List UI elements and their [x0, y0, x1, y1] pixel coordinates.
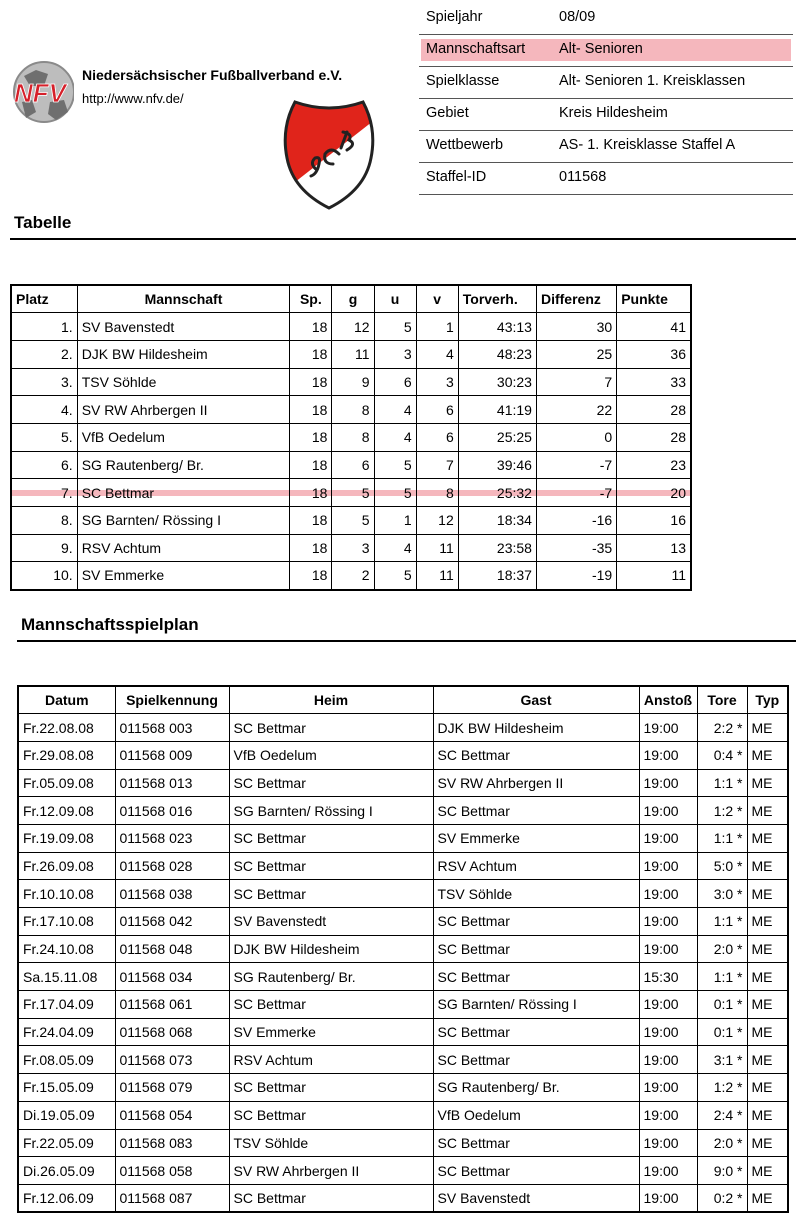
points-cell: 13	[617, 534, 691, 562]
info-value: 011568	[559, 169, 607, 185]
home-cell: SG Barnten/ Rössing I	[229, 797, 433, 825]
info-label: Wettbewerb	[426, 137, 504, 153]
home-cell: SC Bettmar	[229, 880, 433, 908]
score-cell: 3:0 *	[697, 880, 747, 908]
kickoff-cell: 19:00	[639, 880, 697, 908]
draws-cell: 4	[374, 534, 416, 562]
points-cell: 41	[617, 313, 691, 341]
goals-cell: 18:37	[458, 562, 536, 590]
score-cell: 0:4 *	[697, 741, 747, 769]
schedule-header-row	[18, 686, 788, 714]
goals-cell: 23:58	[458, 534, 536, 562]
type-cell: ME	[747, 741, 788, 769]
score-cell: 2:0 *	[697, 1129, 747, 1157]
col-header: Platz	[11, 285, 77, 313]
losses-cell: 1	[416, 313, 458, 341]
kickoff-cell: 19:00	[639, 1074, 697, 1102]
losses-cell: 6	[416, 423, 458, 451]
schedule-rule	[17, 640, 796, 642]
guest-cell: SV Emmerke	[433, 824, 639, 852]
platz-cell: 8.	[11, 507, 77, 535]
date-cell: Fr.05.09.08	[18, 769, 115, 797]
home-cell: SG Rautenberg/ Br.	[229, 963, 433, 991]
schedule-row	[18, 714, 788, 742]
col-header: Sp.	[290, 285, 332, 313]
guest-cell: SG Barnten/ Rössing I	[433, 991, 639, 1019]
home-cell: SC Bettmar	[229, 769, 433, 797]
kickoff-cell: 19:00	[639, 769, 697, 797]
home-cell: SC Bettmar	[229, 824, 433, 852]
match-id-cell: 011568 058	[115, 1157, 229, 1185]
match-id-cell: 011568 087	[115, 1184, 229, 1212]
wins-cell: 3	[332, 534, 374, 562]
kickoff-cell: 19:00	[639, 1101, 697, 1129]
home-cell: VfB Oedelum	[229, 741, 433, 769]
match-id-cell: 011568 073	[115, 1046, 229, 1074]
points-cell: 20	[617, 479, 691, 507]
losses-cell: 6	[416, 396, 458, 424]
schedule-row	[18, 1157, 788, 1185]
logo-text: NFV	[14, 78, 66, 108]
home-cell: SV Emmerke	[229, 1018, 433, 1046]
type-cell: ME	[747, 769, 788, 797]
diff-cell: 30	[536, 313, 616, 341]
team-cell: TSV Söhlde	[77, 368, 290, 396]
score-cell: 2:0 *	[697, 935, 747, 963]
wins-cell: 8	[332, 396, 374, 424]
platz-cell: 1.	[11, 313, 77, 341]
info-label: Mannschaftsart	[426, 41, 526, 57]
platz-cell: 3.	[11, 368, 77, 396]
diff-cell: 25	[536, 340, 616, 368]
kickoff-cell: 19:00	[639, 1129, 697, 1157]
points-cell: 11	[617, 562, 691, 590]
date-cell: Fr.17.10.08	[18, 908, 115, 936]
home-cell: SC Bettmar	[229, 1184, 433, 1212]
draws-cell: 5	[374, 562, 416, 590]
guest-cell: SC Bettmar	[433, 908, 639, 936]
wins-cell: 2	[332, 562, 374, 590]
date-cell: Fr.12.06.09	[18, 1184, 115, 1212]
points-cell: 36	[617, 340, 691, 368]
guest-cell: SV Bavenstedt	[433, 1184, 639, 1212]
info-value: AS- 1. Kreisklasse Staffel A	[559, 137, 736, 153]
type-cell: ME	[747, 797, 788, 825]
team-cell: SV Emmerke	[77, 562, 290, 590]
platz-cell: 6.	[11, 451, 77, 479]
team-cell: SG Rautenberg/ Br.	[77, 451, 290, 479]
info-row-staffel-id	[419, 163, 793, 195]
losses-cell: 3	[416, 368, 458, 396]
kickoff-cell: 19:00	[639, 1157, 697, 1185]
kickoff-cell: 19:00	[639, 1184, 697, 1212]
info-value: Kreis Hildesheim	[559, 105, 668, 121]
wins-cell: 6	[332, 451, 374, 479]
schedule-row	[18, 769, 788, 797]
kickoff-cell: 19:00	[639, 1046, 697, 1074]
guest-cell: SG Rautenberg/ Br.	[433, 1074, 639, 1102]
diff-cell: -19	[536, 562, 616, 590]
standings-rule	[10, 238, 796, 240]
guest-cell: SC Bettmar	[433, 1046, 639, 1074]
score-cell: 0:2 *	[697, 1184, 747, 1212]
team-cell: VfB Oedelum	[77, 423, 290, 451]
col-header: Heim	[229, 686, 433, 714]
wins-cell: 5	[332, 479, 374, 507]
info-row-mannschaftsart	[419, 35, 793, 67]
schedule-row	[18, 1184, 788, 1212]
standings-row	[11, 451, 691, 479]
games-cell: 18	[290, 451, 332, 479]
kickoff-cell: 19:00	[639, 1018, 697, 1046]
wins-cell: 12	[332, 313, 374, 341]
points-cell: 23	[617, 451, 691, 479]
goals-cell: 48:23	[458, 340, 536, 368]
schedule-row	[18, 741, 788, 769]
col-header: v	[416, 285, 458, 313]
col-header: g	[332, 285, 374, 313]
draws-cell: 4	[374, 423, 416, 451]
match-id-cell: 011568 023	[115, 824, 229, 852]
draws-cell: 1	[374, 507, 416, 535]
col-header: Gast	[433, 686, 639, 714]
guest-cell: SC Bettmar	[433, 935, 639, 963]
losses-cell: 12	[416, 507, 458, 535]
kickoff-cell: 19:00	[639, 852, 697, 880]
type-cell: ME	[747, 1184, 788, 1212]
games-cell: 18	[290, 562, 332, 590]
schedule-title: Mannschaftsspielplan	[21, 615, 199, 634]
losses-cell: 11	[416, 534, 458, 562]
draws-cell: 4	[374, 396, 416, 424]
diff-cell: -7	[536, 479, 616, 507]
col-header: Punkte	[617, 285, 691, 313]
standings-title: Tabelle	[14, 213, 72, 232]
games-cell: 18	[290, 423, 332, 451]
losses-cell: 7	[416, 451, 458, 479]
guest-cell: DJK BW Hildesheim	[433, 714, 639, 742]
home-cell: SC Bettmar	[229, 1101, 433, 1129]
date-cell: Di.19.05.09	[18, 1101, 115, 1129]
home-cell: SC Bettmar	[229, 991, 433, 1019]
wins-cell: 8	[332, 423, 374, 451]
points-cell: 28	[617, 396, 691, 424]
kickoff-cell: 15:30	[639, 963, 697, 991]
col-header: Datum	[18, 686, 115, 714]
standings-header-row	[11, 285, 691, 313]
home-cell: TSV Söhlde	[229, 1129, 433, 1157]
schedule-row	[18, 880, 788, 908]
standings-row	[11, 507, 691, 535]
standings-row	[11, 396, 691, 424]
kickoff-cell: 19:00	[639, 741, 697, 769]
home-cell: SC Bettmar	[229, 1074, 433, 1102]
info-value: Alt- Senioren 1. Kreisklassen	[559, 73, 746, 89]
kickoff-cell: 19:00	[639, 714, 697, 742]
match-id-cell: 011568 009	[115, 741, 229, 769]
draws-cell: 3	[374, 340, 416, 368]
match-id-cell: 011568 016	[115, 797, 229, 825]
col-header: Torverh.	[458, 285, 536, 313]
org-name: Niedersächsischer Fußballverband e.V.	[82, 67, 343, 83]
info-label: Spieljahr	[426, 9, 483, 25]
points-cell: 33	[617, 368, 691, 396]
team-cell: SG Barnten/ Rössing I	[77, 507, 290, 535]
guest-cell: VfB Oedelum	[433, 1101, 639, 1129]
date-cell: Fr.12.09.08	[18, 797, 115, 825]
team-cell: SV RW Ahrbergen II	[77, 396, 290, 424]
match-id-cell: 011568 042	[115, 908, 229, 936]
type-cell: ME	[747, 880, 788, 908]
games-cell: 18	[290, 534, 332, 562]
date-cell: Fr.22.05.09	[18, 1129, 115, 1157]
match-id-cell: 011568 068	[115, 1018, 229, 1046]
standings-row	[11, 313, 691, 341]
guest-cell: SC Bettmar	[433, 741, 639, 769]
diff-cell: 22	[536, 396, 616, 424]
date-cell: Fr.24.04.09	[18, 1018, 115, 1046]
col-header: Tore	[697, 686, 747, 714]
schedule-row	[18, 852, 788, 880]
platz-cell: 4.	[11, 396, 77, 424]
info-value: 08/09	[559, 9, 596, 25]
match-id-cell: 011568 034	[115, 963, 229, 991]
kickoff-cell: 19:00	[639, 797, 697, 825]
points-cell: 28	[617, 423, 691, 451]
date-cell: Fr.24.10.08	[18, 935, 115, 963]
goals-cell: 41:19	[458, 396, 536, 424]
kickoff-cell: 19:00	[639, 908, 697, 936]
info-label: Gebiet	[426, 105, 469, 121]
info-row-spielklasse	[419, 67, 793, 99]
guest-cell: SC Bettmar	[433, 963, 639, 991]
schedule-table	[17, 685, 789, 1213]
match-id-cell: 011568 003	[115, 714, 229, 742]
schedule-row	[18, 797, 788, 825]
type-cell: ME	[747, 935, 788, 963]
schedule-row	[18, 908, 788, 936]
schedule-row	[18, 935, 788, 963]
goals-cell: 25:32	[458, 479, 536, 507]
wins-cell: 11	[332, 340, 374, 368]
kickoff-cell: 19:00	[639, 824, 697, 852]
games-cell: 18	[290, 479, 332, 507]
score-cell: 1:1 *	[697, 769, 747, 797]
type-cell: ME	[747, 991, 788, 1019]
guest-cell: SC Bettmar	[433, 1157, 639, 1185]
diff-cell: -35	[536, 534, 616, 562]
col-header: Spielkennung	[115, 686, 229, 714]
score-cell: 2:4 *	[697, 1101, 747, 1129]
info-label: Staffel-ID	[426, 169, 487, 185]
games-cell: 18	[290, 507, 332, 535]
losses-cell: 11	[416, 562, 458, 590]
standings-row	[11, 479, 691, 507]
schedule-row	[18, 824, 788, 852]
match-id-cell: 011568 013	[115, 769, 229, 797]
losses-cell: 4	[416, 340, 458, 368]
match-id-cell: 011568 054	[115, 1101, 229, 1129]
type-cell: ME	[747, 1157, 788, 1185]
schedule-row	[18, 1074, 788, 1102]
goals-cell: 39:46	[458, 451, 536, 479]
org-url[interactable]: http://www.nfv.de/	[82, 91, 184, 106]
col-header: Differenz	[536, 285, 616, 313]
match-id-cell: 011568 048	[115, 935, 229, 963]
score-cell: 0:1 *	[697, 1018, 747, 1046]
schedule-row	[18, 1018, 788, 1046]
schedule-row	[18, 1046, 788, 1074]
schedule-row	[18, 1101, 788, 1129]
type-cell: ME	[747, 1046, 788, 1074]
guest-cell: RSV Achtum	[433, 852, 639, 880]
date-cell: Fr.10.10.08	[18, 880, 115, 908]
club-crest	[281, 98, 377, 212]
platz-cell: 5.	[11, 423, 77, 451]
platz-cell: 9.	[11, 534, 77, 562]
match-id-cell: 011568 083	[115, 1129, 229, 1157]
guest-cell: SV RW Ahrbergen II	[433, 769, 639, 797]
standings-row	[11, 423, 691, 451]
platz-cell: 2.	[11, 340, 77, 368]
standings-table	[10, 284, 692, 591]
date-cell: Fr.26.09.08	[18, 852, 115, 880]
info-row-spieljahr	[419, 3, 793, 35]
match-id-cell: 011568 038	[115, 880, 229, 908]
home-cell: SV RW Ahrbergen II	[229, 1157, 433, 1185]
team-cell: SC Bettmar	[77, 479, 290, 507]
schedule-row	[18, 963, 788, 991]
type-cell: ME	[747, 714, 788, 742]
wins-cell: 9	[332, 368, 374, 396]
goals-cell: 43:13	[458, 313, 536, 341]
type-cell: ME	[747, 908, 788, 936]
info-row-gebiet	[419, 99, 793, 131]
kickoff-cell: 19:00	[639, 935, 697, 963]
type-cell: ME	[747, 852, 788, 880]
type-cell: ME	[747, 1018, 788, 1046]
type-cell: ME	[747, 963, 788, 991]
score-cell: 1:2 *	[697, 1074, 747, 1102]
match-id-cell: 011568 061	[115, 991, 229, 1019]
type-cell: ME	[747, 1101, 788, 1129]
date-cell: Fr.29.08.08	[18, 741, 115, 769]
score-cell: 9:0 *	[697, 1157, 747, 1185]
platz-cell: 10.	[11, 562, 77, 590]
col-header: Mannschaft	[77, 285, 290, 313]
type-cell: ME	[747, 1129, 788, 1157]
goals-cell: 25:25	[458, 423, 536, 451]
goals-cell: 18:34	[458, 507, 536, 535]
date-cell: Fr.08.05.09	[18, 1046, 115, 1074]
losses-cell: 8	[416, 479, 458, 507]
standings-row	[11, 368, 691, 396]
info-label: Spielklasse	[426, 73, 500, 89]
home-cell: DJK BW Hildesheim	[229, 935, 433, 963]
nfv-logo	[10, 56, 74, 128]
col-header: Anstoß	[639, 686, 697, 714]
guest-cell: SC Bettmar	[433, 1129, 639, 1157]
match-id-cell: 011568 028	[115, 852, 229, 880]
date-cell: Fr.22.08.08	[18, 714, 115, 742]
score-cell: 1:1 *	[697, 824, 747, 852]
home-cell: SC Bettmar	[229, 714, 433, 742]
date-cell: Sa.15.11.08	[18, 963, 115, 991]
games-cell: 18	[290, 396, 332, 424]
col-header: Typ	[747, 686, 788, 714]
info-value: Alt- Senioren	[559, 41, 643, 57]
diff-cell: -16	[536, 507, 616, 535]
type-cell: ME	[747, 824, 788, 852]
diff-cell: -7	[536, 451, 616, 479]
home-cell: SC Bettmar	[229, 852, 433, 880]
date-cell: Fr.19.09.08	[18, 824, 115, 852]
team-cell: DJK BW Hildesheim	[77, 340, 290, 368]
score-cell: 5:0 *	[697, 852, 747, 880]
schedule-row	[18, 991, 788, 1019]
score-cell: 1:1 *	[697, 908, 747, 936]
diff-cell: 0	[536, 423, 616, 451]
draws-cell: 6	[374, 368, 416, 396]
schedule-row	[18, 1129, 788, 1157]
score-cell: 3:1 *	[697, 1046, 747, 1074]
diff-cell: 7	[536, 368, 616, 396]
points-cell: 16	[617, 507, 691, 535]
guest-cell: SC Bettmar	[433, 1018, 639, 1046]
draws-cell: 5	[374, 451, 416, 479]
home-cell: RSV Achtum	[229, 1046, 433, 1074]
games-cell: 18	[290, 340, 332, 368]
score-cell: 1:2 *	[697, 797, 747, 825]
home-cell: SV Bavenstedt	[229, 908, 433, 936]
score-cell: 1:1 *	[697, 963, 747, 991]
standings-row	[11, 340, 691, 368]
games-cell: 18	[290, 313, 332, 341]
team-cell: SV Bavenstedt	[77, 313, 290, 341]
goals-cell: 30:23	[458, 368, 536, 396]
match-id-cell: 011568 079	[115, 1074, 229, 1102]
kickoff-cell: 19:00	[639, 991, 697, 1019]
team-cell: RSV Achtum	[77, 534, 290, 562]
guest-cell: TSV Söhlde	[433, 880, 639, 908]
col-header: u	[374, 285, 416, 313]
games-cell: 18	[290, 368, 332, 396]
date-cell: Di.26.05.09	[18, 1157, 115, 1185]
competition-info	[419, 3, 793, 195]
guest-cell: SC Bettmar	[433, 797, 639, 825]
standings-row	[11, 562, 691, 590]
wins-cell: 5	[332, 507, 374, 535]
score-cell: 2:2 *	[697, 714, 747, 742]
date-cell: Fr.15.05.09	[18, 1074, 115, 1102]
draws-cell: 5	[374, 313, 416, 341]
score-cell: 0:1 *	[697, 991, 747, 1019]
standings-row	[11, 534, 691, 562]
type-cell: ME	[747, 1074, 788, 1102]
date-cell: Fr.17.04.09	[18, 991, 115, 1019]
draws-cell: 5	[374, 479, 416, 507]
platz-cell: 7.	[11, 479, 77, 507]
info-row-wettbewerb	[419, 131, 793, 163]
